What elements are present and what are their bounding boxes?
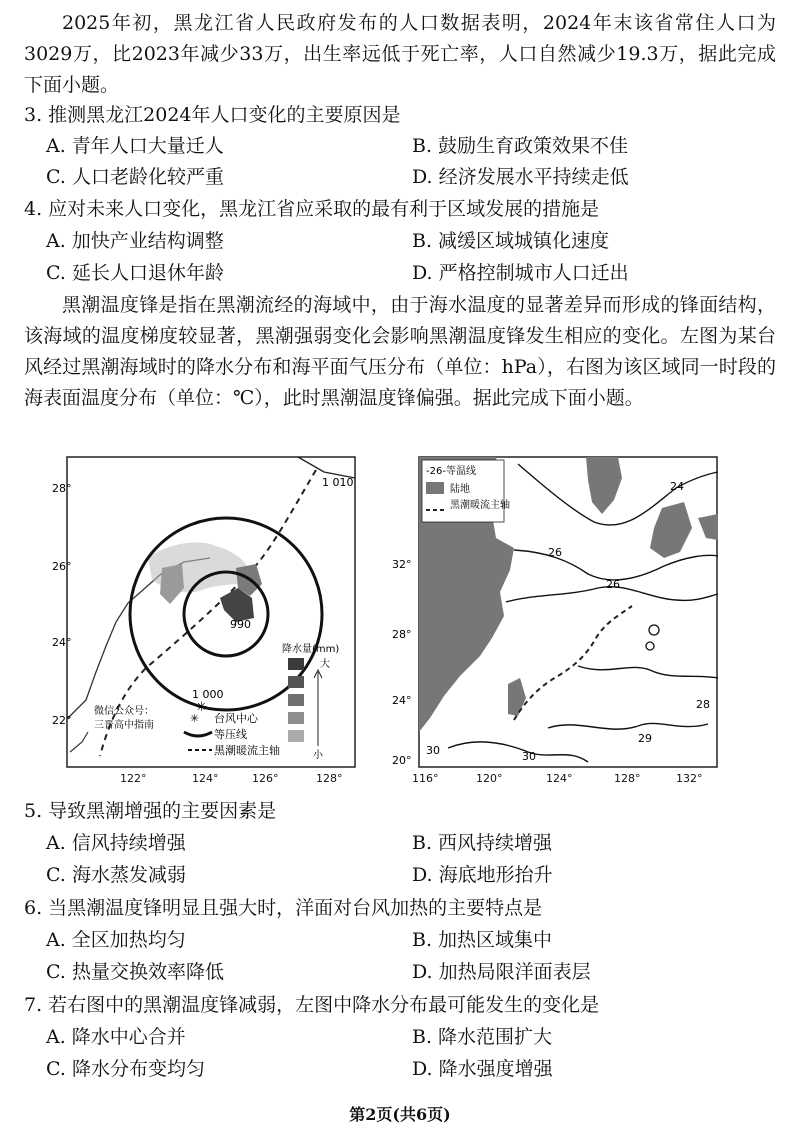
q7-option-c[interactable]: C. 降水分布变均匀 (46, 1058, 205, 1080)
lon-label-126: 126° (252, 772, 279, 785)
question-5-stem: 5. 导致黑潮增强的主要因素是 (24, 800, 277, 822)
q7-option-d[interactable]: D. 降水强度增强 (412, 1058, 553, 1080)
typhoon-center-icon: ✳ (196, 700, 207, 715)
lon-label-120: 120° (476, 772, 503, 785)
legend-land-swatch (426, 482, 444, 494)
lon-label-124: 124° (192, 772, 219, 785)
lon-label-116: 116° (412, 772, 439, 785)
legend-kuroshio: 黑潮暖流主轴 (214, 744, 280, 757)
watermark-line2: 三晋高中指南 (94, 720, 154, 731)
rain-legend-title: 降水量(mm) (282, 644, 340, 655)
q7-option-b[interactable]: B. 降水范围扩大 (412, 1026, 553, 1048)
q5-option-a[interactable]: A. 信风持续增强 (46, 832, 186, 854)
q4-option-d[interactable]: D. 严格控制城市人口迁出 (412, 262, 629, 284)
isobar-label-1010: 1 010 (322, 476, 354, 489)
intro-kuroshio: 黑潮温度锋是指在黑潮流经的海域中，由于海水温度的显著差异而形成的锋面结构，该海域的温度梯度较显著，黑潮强弱变化会影响黑潮温度锋发生相应的变化。左图为某台风经过黑潮海域时的降水分布和海平面气压分布（单位：hPa），右图为该区域同一时段的海表面温度分布（单位：℃），此时黑潮温度锋偏强。据此完成下面小题。 (24, 294, 776, 409)
lon-label-128: 128° (614, 772, 641, 785)
question-4-stem: 4. 应对未来人口变化，黑龙江省应采取的最有利于区域发展的措施是 (24, 198, 600, 220)
q3-option-a[interactable]: A. 青年人口大量迁人 (46, 135, 224, 157)
q5-option-b[interactable]: B. 西风持续增强 (412, 832, 553, 854)
q3-option-d[interactable]: D. 经济发展水平持续走低 (412, 166, 629, 188)
typhoon-rain-pressure-map (52, 456, 356, 768)
q3-option-b[interactable]: B. 鼓励生育政策效果不佳 (412, 135, 629, 157)
page-number-footer: 第2页(共6页) (349, 1105, 451, 1124)
rain-legend-low: 小 (313, 750, 323, 761)
q3-option-c[interactable]: C. 人口老龄化较严重 (46, 166, 224, 188)
question-6-stem: 6. 当黑潮温度锋明显且强大时，洋面对台风加热的主要特点是 (24, 897, 543, 919)
right-map-lon-axis (412, 772, 718, 788)
lon-label-132: 132° (676, 772, 703, 785)
rain-legend-high: 大 (320, 659, 330, 670)
q6-option-d[interactable]: D. 加热局限洋面表层 (412, 961, 591, 983)
sea-surface-temperature-map (392, 456, 718, 768)
legend-typhoon-center: 台风中心 (214, 712, 258, 725)
isotherm-label-29: 29 (638, 732, 652, 745)
rain-swatch-3 (288, 694, 304, 706)
lat-label-24: 24° (52, 636, 72, 649)
question-3-stem: 3. 推测黑龙江2024年人口变化的主要原因是 (24, 104, 401, 126)
isobar-label-1000: 1 000 (192, 688, 224, 701)
rain-swatch-4 (288, 712, 304, 724)
q6-option-a[interactable]: A. 全区加热均匀 (46, 929, 186, 951)
q5-option-c[interactable]: C. 海水蒸发减弱 (46, 864, 186, 886)
left-map-lon-axis (66, 772, 356, 788)
intro-population: 2025年初，黑龙江省人民政府发布的人口数据表明，2024年末该省常住人口为3029万，比2023年减少33万，出生率远低于死亡率，人口自然减少19.3万，据此完成下面小题。 (24, 12, 776, 96)
q5-option-d[interactable]: D. 海底地形抬升 (412, 864, 553, 886)
isotherm-label-30b: 30 (522, 750, 536, 763)
isotherm-label-26b: 26 (606, 578, 620, 591)
rain-swatch-1 (288, 658, 304, 670)
watermark-line1: 微信公众号： (94, 706, 154, 717)
isotherm-label-26a: 26 (548, 546, 562, 559)
lat-label-32: 32° (392, 558, 412, 571)
isotherm-label-28: 28 (696, 698, 710, 711)
lon-label-122: 122° (120, 772, 147, 785)
q4-option-a[interactable]: A. 加快产业结构调整 (46, 230, 224, 252)
legend-isobar: 等压线 (214, 728, 247, 741)
question-7-stem: 7. 若右图中的黑潮温度锋减弱，左图中降水分布最可能发生的变化是 (24, 994, 600, 1016)
rain-swatch-2 (288, 676, 304, 688)
lat-label-22: 22° (52, 714, 72, 727)
rain-swatch-5 (288, 730, 304, 742)
lat-label-28: 28° (52, 482, 72, 495)
lat-label-26: 26° (52, 560, 72, 573)
q7-option-a[interactable]: A. 降水中心合并 (46, 1026, 186, 1048)
q6-option-c[interactable]: C. 热量交换效率降低 (46, 961, 224, 983)
legend-isotherm: -26-等温线 (426, 466, 476, 477)
lon-label-128: 128° (316, 772, 343, 785)
lat-label-24: 24° (392, 694, 412, 707)
lat-label-28: 28° (392, 628, 412, 641)
isobar-label-990: 990 (230, 618, 251, 631)
right-map-figure (392, 456, 718, 788)
isotherm-label-30a: 30 (426, 744, 440, 757)
lat-label-20: 20° (392, 754, 412, 767)
isotherm-label-24: 24 (670, 480, 684, 493)
left-map-figure (52, 456, 356, 788)
legend-land: 陆地 (450, 484, 470, 495)
q6-option-b[interactable]: B. 加热区域集中 (412, 929, 553, 951)
legend-center-icon: ✳ (190, 712, 200, 725)
q4-option-c[interactable]: C. 延长人口退休年龄 (46, 262, 224, 284)
legend-kuroshio: 黑潮暖流主轴 (450, 500, 510, 511)
lon-label-124: 124° (546, 772, 573, 785)
q4-option-b[interactable]: B. 减缓区域城镇化速度 (412, 230, 610, 252)
